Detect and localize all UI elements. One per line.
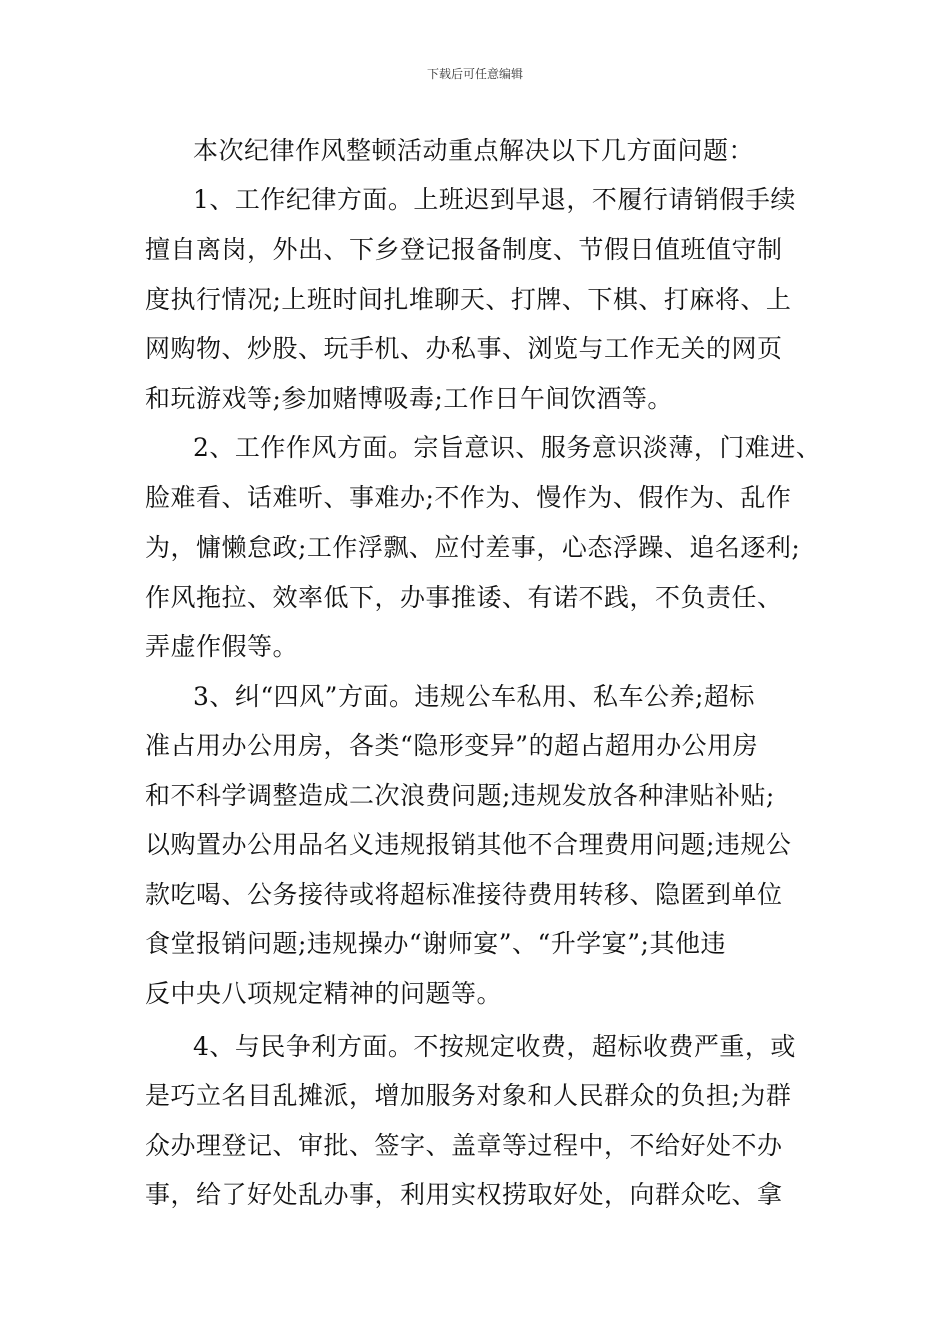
item-2-line-4: 作风拖拉、效率低下，办事推诿、有诺不践，不负责任、 [145,583,783,612]
item-4-line-2: 是巧立名目乱摊派，增加服务对象和人民群众的负担;为群 [145,1081,792,1110]
item-1-line-2: 擅自离岗，外出、下乡登记报备制度、节假日值班值守制 [145,235,783,264]
item-4-line-3: 众办理登记、审批、签字、盖章等过程中，不给好处不办 [145,1131,783,1160]
intro-line: 本次纪律作风整顿活动重点解决以下几方面问题： [193,136,755,165]
item-3-line-1: 3、纠“四风”方面。违规公车私用、私车公养;超标 [193,682,755,711]
item-3-line-2: 准占用办公用房，各类“隐形变异”的超占超用办公用房 [145,731,759,760]
item-3-line-4: 以购置办公用品名义违规报销其他不合理费用问题;违规公 [145,830,792,859]
item-3-line-6: 食堂报销问题;违规操办“谢师宴”、“升学宴”;其他违 [145,929,726,958]
item-1-line-1: 1、工作纪律方面。上班迟到早退，不履行请销假手续 [193,185,796,214]
item-3-line-7: 反中央八项规定精神的问题等。 [145,979,503,1008]
item-1-line-4: 网购物、炒股、玩手机、办私事、浏览与工作无关的网页 [145,334,783,363]
item-1-line-3: 度执行情况;上班时间扎堆聊天、打牌、下棋、打麻将、上 [145,285,792,314]
item-4-line-1: 4、与民争利方面。不按规定收费，超标收费严重，或 [193,1032,796,1061]
page-header: 下载后可任意编辑 [426,67,523,81]
item-3-line-3: 和不科学调整造成二次浪费问题;违规发放各种津贴补贴; [145,781,775,810]
item-1-line-5: 和玩游戏等;参加赌博吸毒;工作日午间饮酒等。 [145,384,673,413]
item-2-line-3: 为，慵懒怠政;工作浮飘、应付差事，心态浮躁、追名逐利; [145,533,801,562]
item-2-line-5: 弄虚作假等。 [145,632,299,661]
item-4-line-4: 事，给了好处乱办事，利用实权捞取好处，向群众吃、拿 [145,1180,783,1209]
item-2-line-1: 2、工作作风方面。宗旨意识、服务意识淡薄，门难进、 [193,433,822,462]
item-2-line-2: 脸难看、话难听、事难办;不作为、慢作为、假作为、乱作 [145,483,792,512]
item-3-line-5: 款吃喝、公务接待或将超标准接待费用转移、隐匿到单位 [145,880,783,909]
